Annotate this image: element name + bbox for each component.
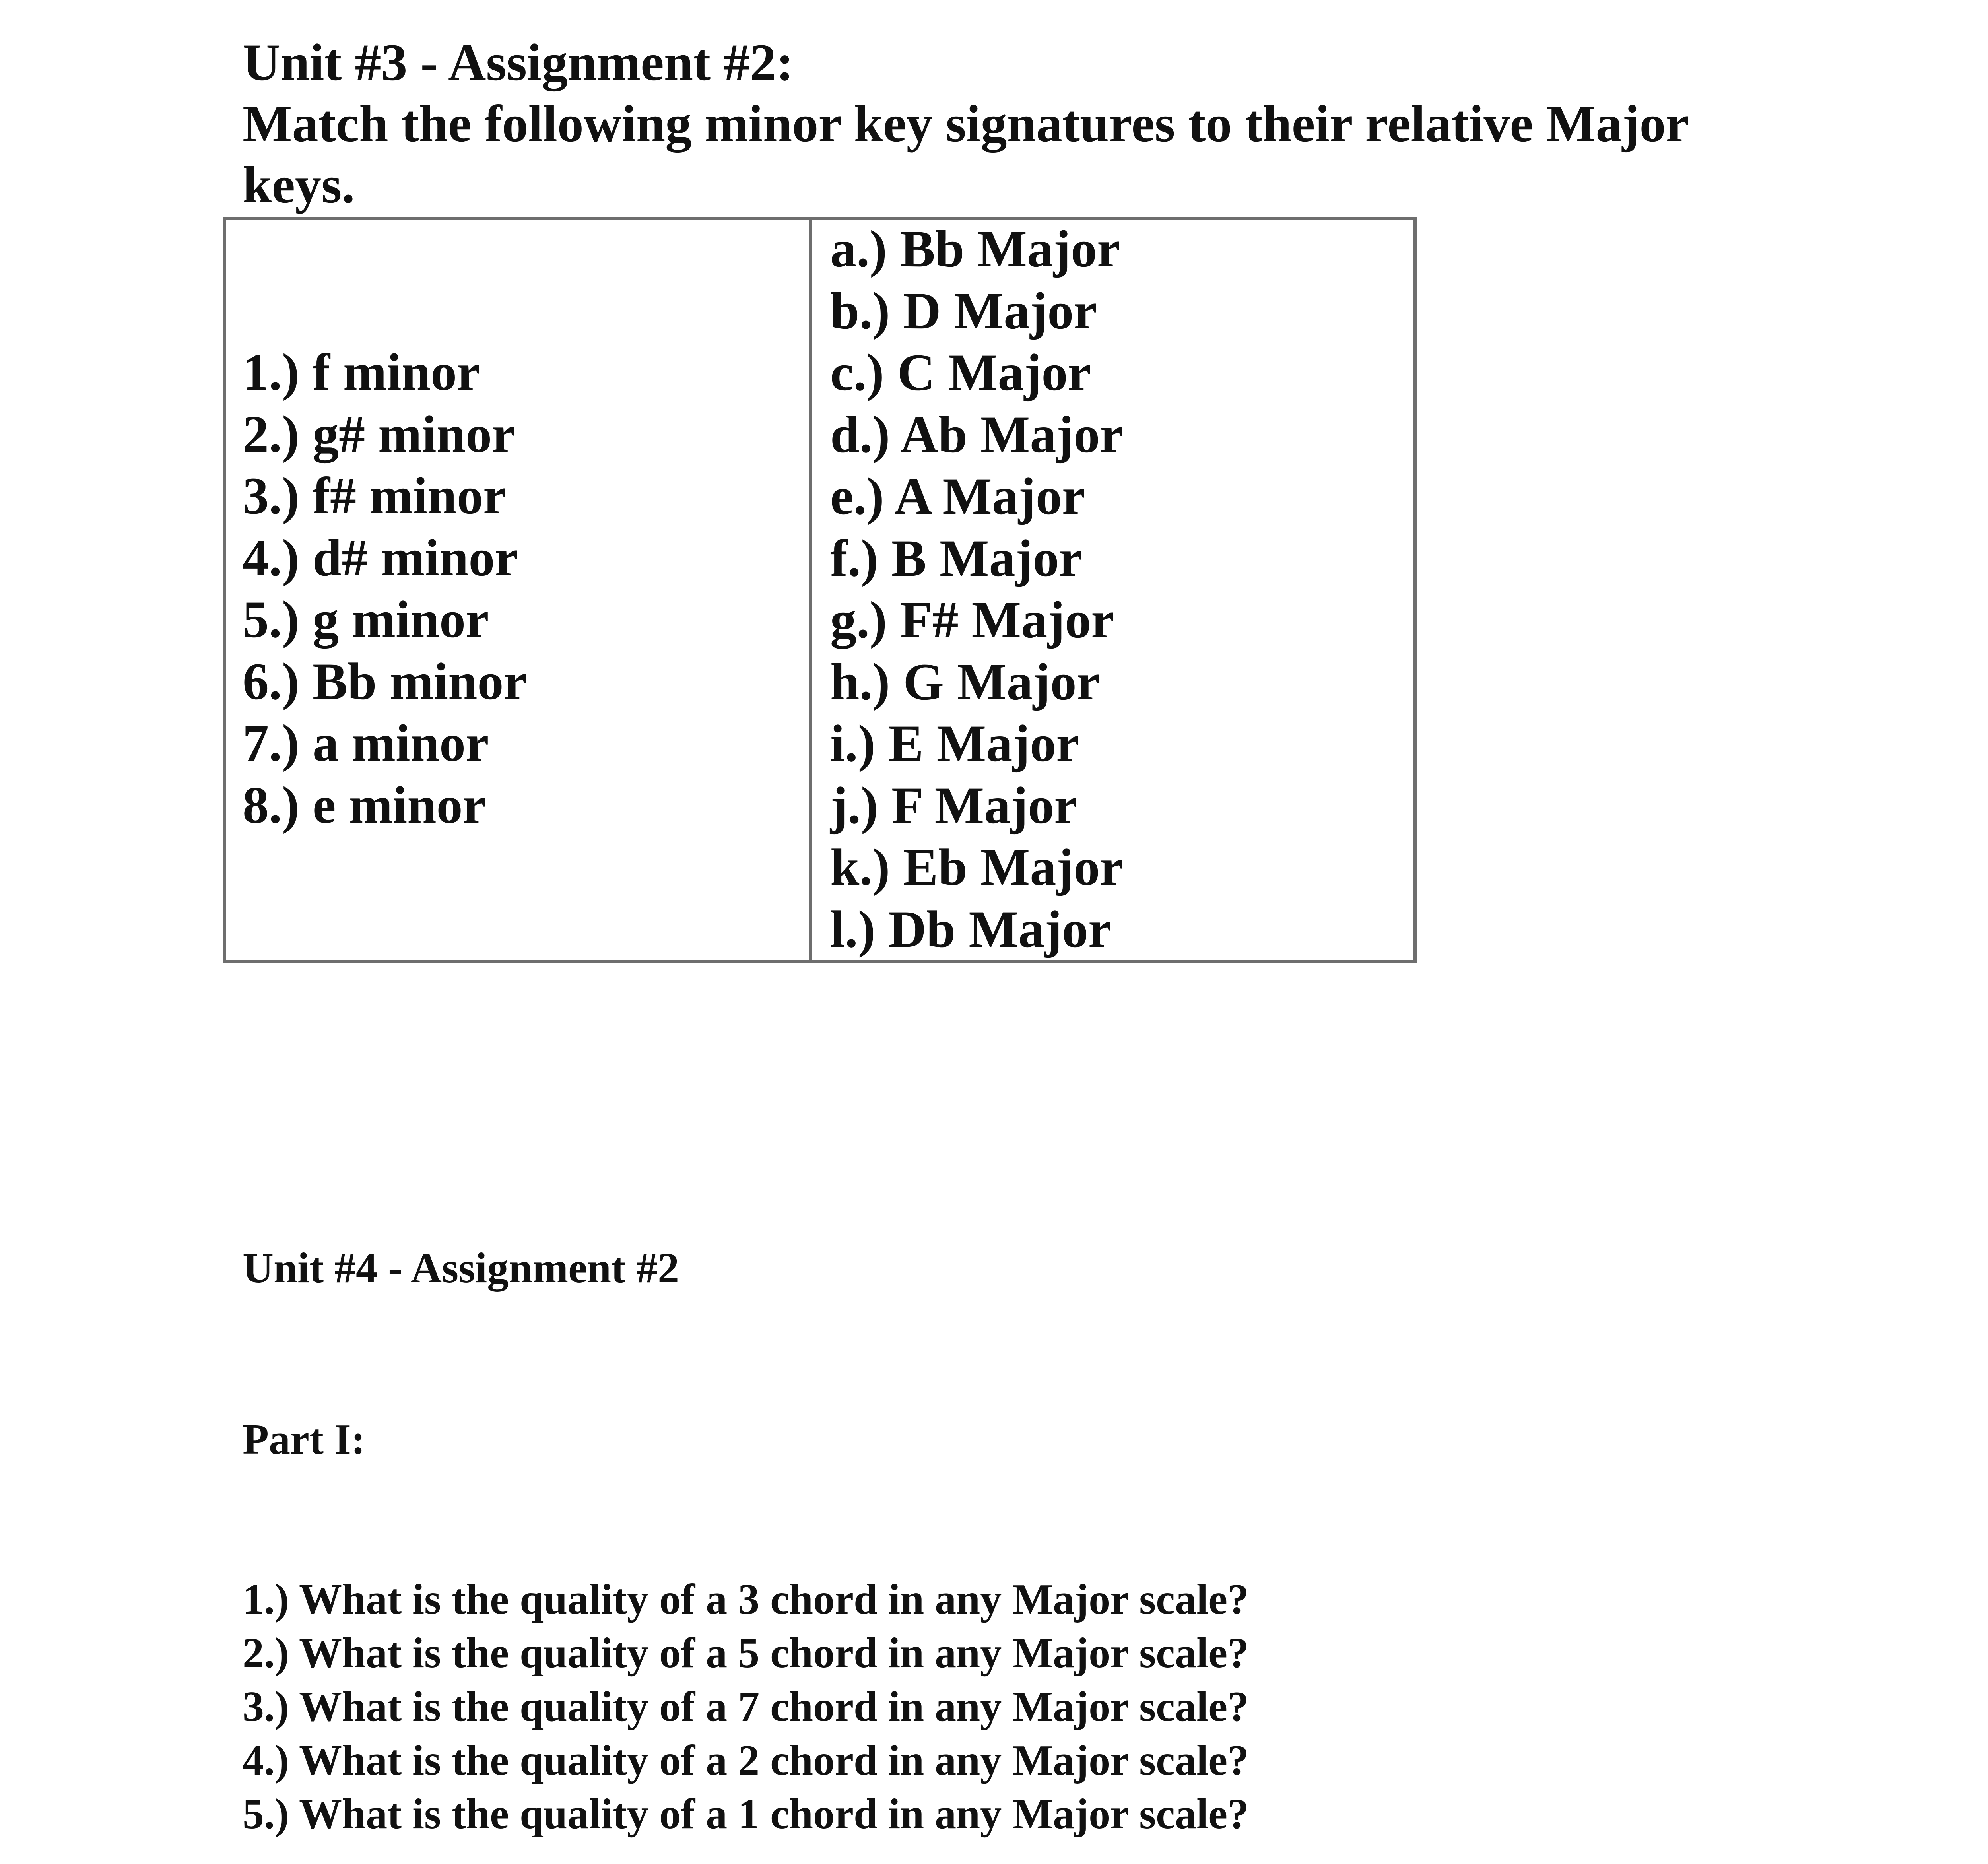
- list-item: k.) Eb Major: [830, 838, 1123, 896]
- list-item: 3.) f# minor: [243, 466, 507, 525]
- list-item: a.) Bb Major: [830, 219, 1120, 278]
- question-item: 4.) What is the quality of a 2 chord in any Major scale?: [243, 1737, 1249, 1784]
- unit3-title: Unit #3 - Assignment #2:: [243, 33, 794, 91]
- list-item: 8.) e minor: [243, 775, 486, 834]
- list-item: h.) G Major: [830, 652, 1100, 711]
- list-item: e.) A Major: [830, 467, 1085, 525]
- unit3-instruction-line1: Match the following minor key signatures to their relative Major: [243, 94, 1689, 153]
- list-item: i.) E Major: [830, 714, 1079, 773]
- minor-keys-column: [243, 341, 527, 836]
- question-item: 3.) What is the quality of a 7 chord in any Major scale?: [243, 1683, 1249, 1730]
- list-item: l.) Db Major: [830, 899, 1112, 958]
- list-item: f.) B Major: [830, 528, 1083, 587]
- matching-table: [223, 217, 1417, 963]
- list-item: 7.) a minor: [243, 714, 489, 772]
- list-item: c.) C Major: [830, 343, 1091, 402]
- question-item: 5.) What is the quality of a 1 chord in any Major scale?: [243, 1790, 1249, 1838]
- table-column-divider: [809, 220, 812, 960]
- list-item: b.) D Major: [830, 281, 1097, 340]
- list-item: 5.) g minor: [243, 590, 489, 649]
- list-item: 2.) g# minor: [243, 404, 515, 463]
- questions-list: [243, 1573, 1249, 1841]
- list-item: j.) F Major: [830, 776, 1077, 835]
- major-keys-column: [830, 218, 1123, 960]
- list-item: 4.) d# minor: [243, 528, 518, 587]
- unit3-heading: [243, 32, 1689, 216]
- unit3-instruction-line2: keys.: [243, 155, 355, 214]
- list-item: 6.) Bb minor: [243, 652, 527, 711]
- list-item: g.) F# Major: [830, 590, 1114, 649]
- unit4-title: Unit #4 - Assignment #2: [243, 1245, 679, 1292]
- part-label: Part I:: [243, 1416, 365, 1463]
- list-item: 1.) f minor: [243, 343, 480, 401]
- list-item: d.) Ab Major: [830, 405, 1123, 464]
- question-item: 2.) What is the quality of a 5 chord in any Major scale?: [243, 1629, 1249, 1677]
- question-item: 1.) What is the quality of a 3 chord in any Major scale?: [243, 1576, 1249, 1623]
